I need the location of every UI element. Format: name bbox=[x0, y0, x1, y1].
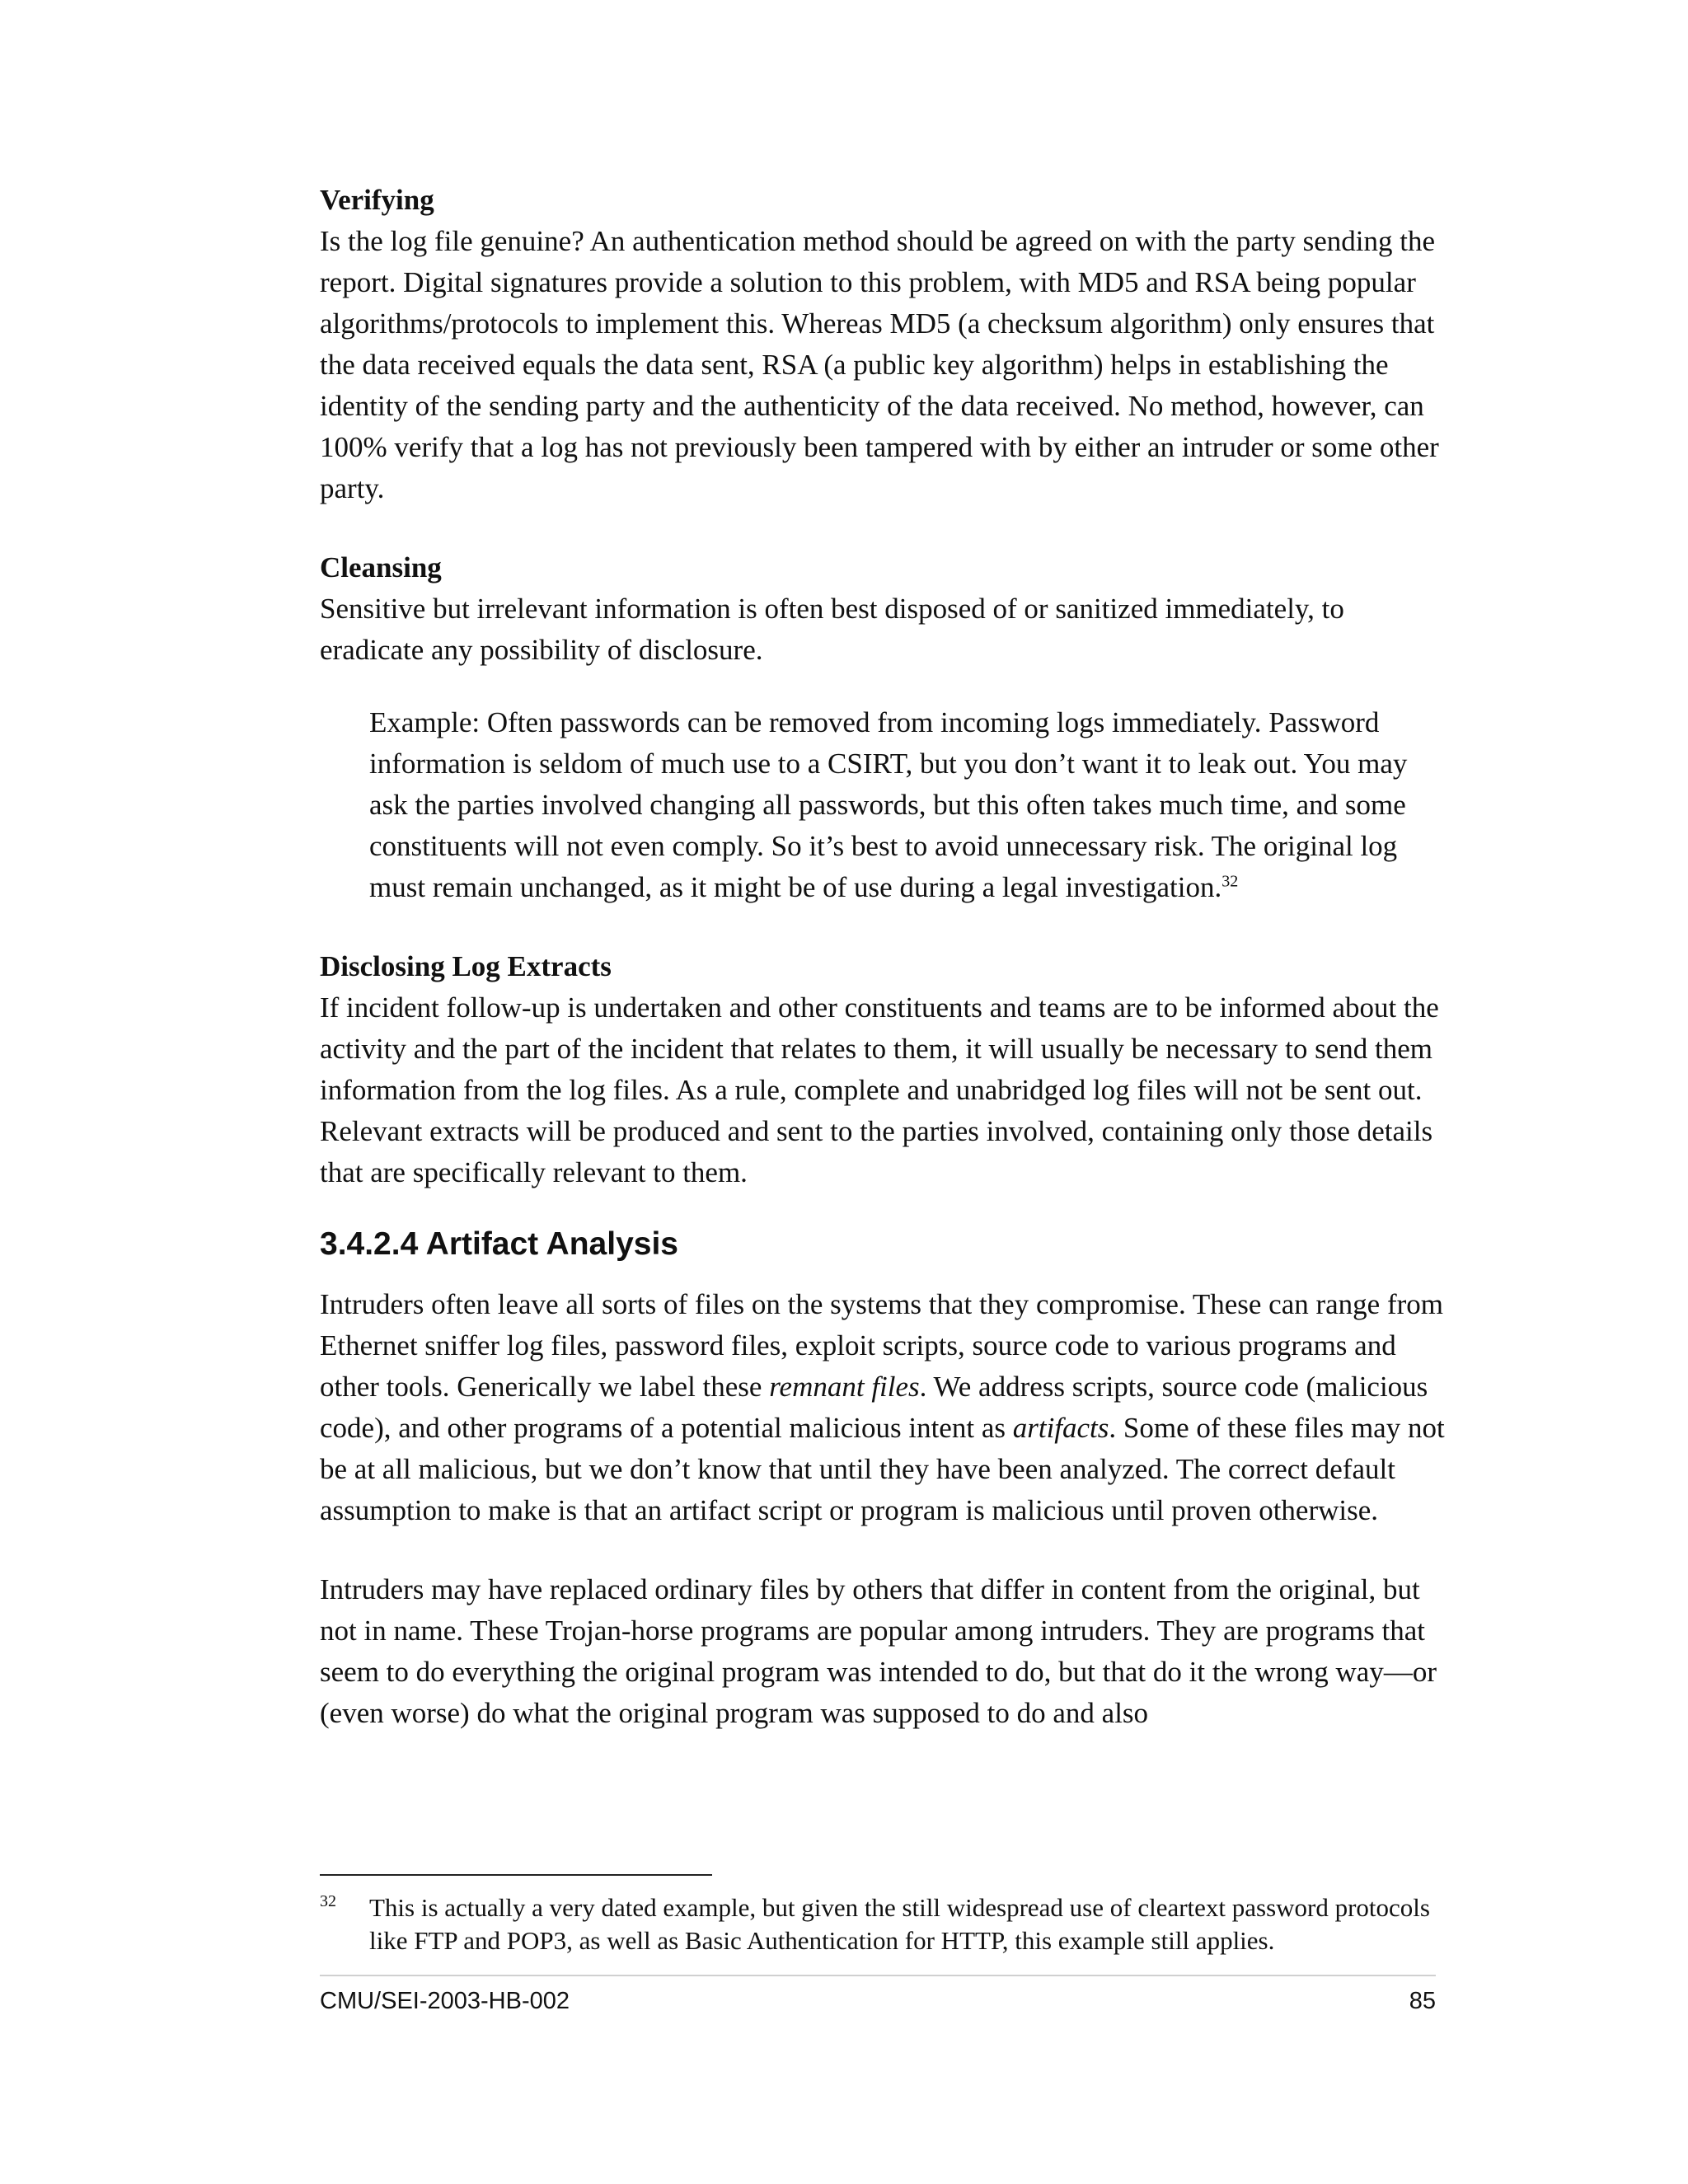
verifying-paragraph: Is the log file genuine? An authentication method should be agreed on with the party sending the report. Digital signatures provide a solution to this problem, with MD5 and RSA being popular algorithms/protocols to implement this. Whereas MD5 (a checksum algorithm) only ensures that the data received equals the data sent, RSA (a public key algorithm) helps in establishing the identity of the sending party and the authenticity of the data received. No method, however, can 100% verify that a log has not previously been tampered with by either an intruder or some other party. bbox=[320, 225, 1439, 504]
cleansing-heading: Cleansing bbox=[320, 551, 442, 583]
footnote-separator bbox=[320, 1874, 712, 1876]
disclosing-paragraph: If incident follow-up is undertaken and other constituents and teams are to be informed about the activity and the part of the incident that relates to them, it will usually be necessary to send them information from the log files. As a rule, complete and unabridged log files will not be sent out. Relevant extracts will be produced and sent to the parties involved, containing only those details that are specifically relevant to them. bbox=[320, 991, 1439, 1188]
artifact-p1-text-a: Intruders often leave all sorts of files on the systems that they compromise. These can range from Ethernet sniffer log files, password files, exploit scripts, source code to various programs and other tools. Generically we label these bbox=[320, 1288, 1443, 1403]
cleansing-example-text: Example: Often passwords can be removed from incoming logs immediately. Password information is seldom of much use to a CSIRT, but you don’t want it to leak out. You may ask the parties involved changing all passwords, but this often takes much time, and some constituents will not even comply. So it’s best to avoid unnecessary risk. The original log must remain unchanged, as it might be of use during a legal investigation. bbox=[369, 706, 1408, 903]
footer-document-id: CMU/SEI-2003-HB-002 bbox=[320, 1988, 570, 2014]
cleansing-example-block bbox=[320, 702, 1451, 908]
footer-page-number: 85 bbox=[1409, 1988, 1436, 2014]
footnote-mark: 32 bbox=[320, 1892, 336, 1910]
section-heading-artifact-analysis: 3.4.2.4 Artifact Analysis bbox=[320, 1226, 678, 1262]
cleansing-paragraph: Sensitive but irrelevant information is often best disposed of or sanitized immediately, to eradicate any possibility of disclosure. bbox=[320, 593, 1344, 666]
artifact-p1-text-c: . Some of these files may not be at all malicious, but we don’t know that until they have been analyzed. The correct default assumption to make is that an artifact script or program is malicious until proven otherwise. bbox=[320, 1412, 1445, 1526]
footer-divider bbox=[320, 1975, 1436, 1976]
footnote-32 bbox=[320, 1891, 1451, 1957]
term-remnant-files: remnant files bbox=[769, 1371, 920, 1403]
page-body bbox=[320, 180, 1451, 1734]
term-artifacts: artifacts bbox=[1012, 1412, 1109, 1444]
artifact-paragraph-1 bbox=[320, 1284, 1451, 1531]
cleansing-example bbox=[369, 702, 1451, 908]
artifact-p1-text-b: . We address scripts, source code (malicious code), and other programs of a potential malicious intent as bbox=[320, 1371, 1428, 1444]
verifying-heading: Verifying bbox=[320, 184, 434, 216]
footnote-text: This is actually a very dated example, but given the still widespread use of cleartext password protocols like FTP and POP3, as well as Basic Authentication for HTTP, this example still applies. bbox=[369, 1893, 1430, 1955]
artifact-paragraph-2: Intruders may have replaced ordinary files by others that differ in content from the original, but not in name. These Trojan-horse programs are popular among intruders. They are programs that seem to do everything the original program was intended to do, but that do it the wrong way—or (even worse) do what the original program was supposed to do and also bbox=[320, 1573, 1437, 1729]
footnote-reference-32[interactable]: 32 bbox=[1221, 872, 1239, 891]
disclosing-heading: Disclosing Log Extracts bbox=[320, 950, 612, 982]
